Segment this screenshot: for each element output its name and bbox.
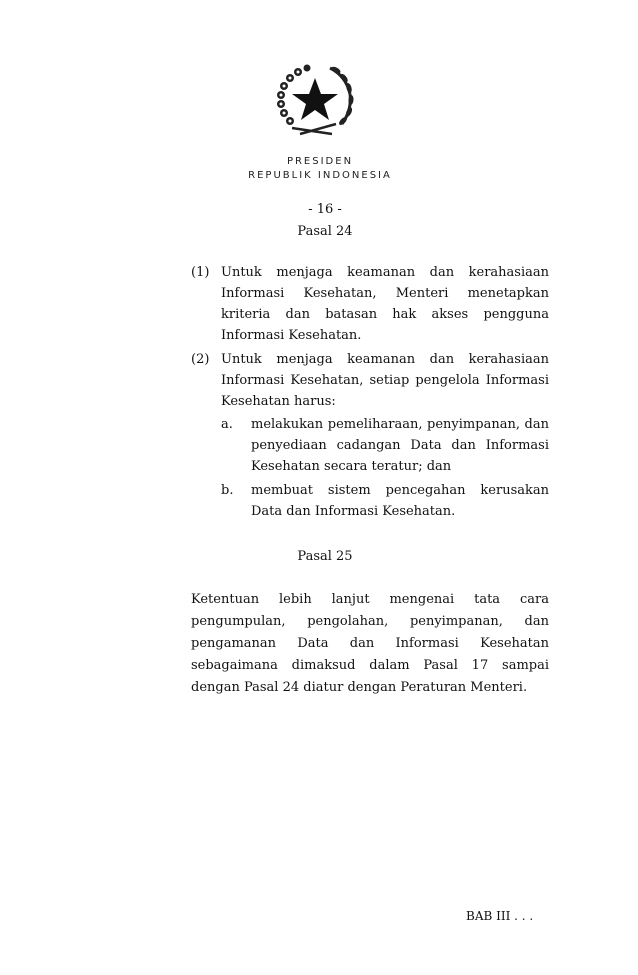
subitem-a-text: melakukan pemeliharaan, penyimpanan, dan penyediaan cadangan Data dan Informasi Kesehatan secara teratur; dan — [251, 417, 549, 474]
item-2-text: Untuk menjaga keamanan dan kerahasiaan Informasi Kesehatan, setiap pengelola Informasi Kesehatan harus: — [221, 352, 549, 409]
subitem-a-letter: a. — [221, 417, 233, 432]
item-1-number: (1) — [191, 265, 210, 280]
subitem-b-letter: b. — [221, 483, 234, 498]
presidential-emblem-icon — [270, 58, 360, 140]
pasal-25-text: Ketentuan lebih lanjut mengenai tata cara pengumpulan, pengolahan, penyimpanan, dan pengamanan Data dan Informasi Kesehatan sebagaimana dimaksud dalam Pasal 17 sampai dengan Pasal 24 diatur dengan Peraturan Menteri. — [191, 592, 549, 695]
item-2-number: (2) — [191, 352, 210, 367]
item-1-text: Untuk menjaga keamanan dan kerahasiaan Informasi Kesehatan, Menteri menetapkan kriteria dan batasan hak akses pengguna Informasi Kesehatan. — [221, 265, 549, 343]
page-number: - 16 - — [308, 202, 342, 217]
subitem-b-text: membuat sistem pencegahan kerusakan Data dan Informasi Kesehatan. — [251, 483, 549, 519]
pasal-24-title: Pasal 24 — [297, 224, 353, 239]
header-line-presiden: PRESIDEN — [286, 156, 354, 167]
pasal-25-title: Pasal 25 — [297, 549, 353, 564]
header-line-republik: REPUBLIK INDONESIA — [248, 170, 392, 181]
footer-continuation: BAB III . . . — [466, 909, 534, 923]
